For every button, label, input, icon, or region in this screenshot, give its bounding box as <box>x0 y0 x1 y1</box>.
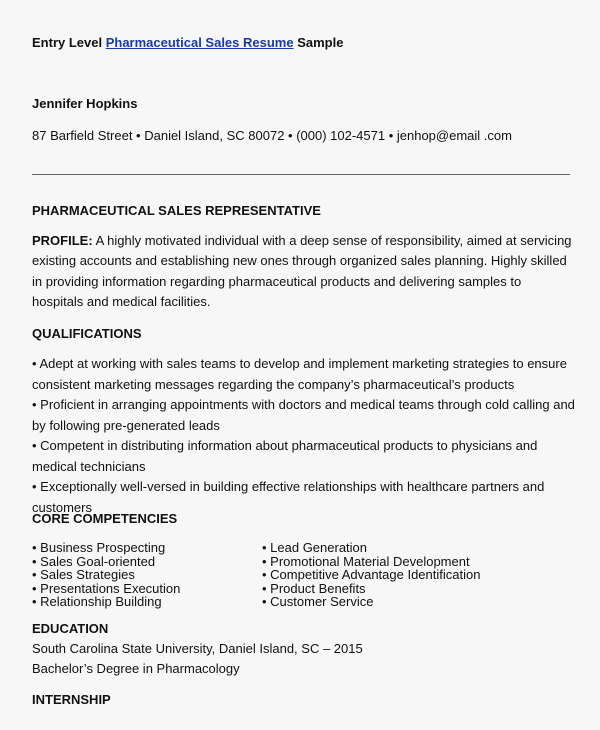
list-item: • Business Prospecting <box>32 540 166 555</box>
candidate-name: Jennifer Hopkins <box>32 96 138 111</box>
education-degree: Bachelor’s Degree in Pharmacology <box>32 661 240 676</box>
qualifications-list <box>32 354 577 518</box>
competencies-right-list <box>262 541 480 609</box>
list-item: • Exceptionally well-versed in building effective relationships with healthcare partners and customers <box>32 479 545 515</box>
title-prefix: Entry Level <box>32 35 106 50</box>
competencies-heading: CORE COMPETENCIES <box>32 511 178 526</box>
list-item: • Sales Goal-oriented <box>32 553 156 569</box>
profile-text: A highly motivated individual with a deep sense of responsibility, aimed at servicing existing accounts and establishing new ones through organized sales planning. Highly skilled in providing information regarding pharmaceutical products and delivering samples to hospitals and medical facilities. <box>32 233 572 309</box>
title-link[interactable]: Pharmaceutical Sales Resume <box>105 35 294 50</box>
list-item: • Customer Service <box>262 594 374 610</box>
contact-line: 87 Barfield Street • Daniel Island, SC 80072 • (000) 102-4571 • jenhop@email .com <box>32 128 512 143</box>
list-item: • Sales Strategies <box>32 567 135 583</box>
list-item: • Lead Generation <box>262 540 368 555</box>
profile-paragraph <box>32 231 572 312</box>
job-title-heading: PHARMACEUTICAL SALES REPRESENTATIVE <box>32 203 321 218</box>
competencies-left-list <box>32 541 180 609</box>
document-title <box>32 35 343 50</box>
list-item: • Product Benefits <box>262 580 366 596</box>
list-item: • Promotional Material Development <box>262 553 470 569</box>
education-school: South Carolina State University, Daniel Island, SC – 2015 <box>32 641 363 656</box>
list-item: • Competent in distributing information about pharmaceutical products to physicians and medical technicians <box>32 438 538 474</box>
list-item: • Competitive Advantage Identification <box>262 567 481 583</box>
list-item: • Presentations Execution <box>32 580 181 596</box>
internship-heading: INTERNSHIP <box>32 692 111 707</box>
list-item: • Relationship Building <box>32 594 162 610</box>
education-heading: EDUCATION <box>32 621 109 636</box>
profile-label: PROFILE: <box>32 233 93 248</box>
list-item: • Proficient in arranging appointments with doctors and medical teams through cold calling and by following pre-generated leads <box>32 397 575 433</box>
title-suffix: Sample <box>293 35 344 50</box>
qualifications-heading: QUALIFICATIONS <box>32 326 142 341</box>
divider <box>32 174 570 175</box>
list-item: • Adept at working with sales teams to develop and implement marketing strategies to ensure consistent marketing messages regarding the company’s pharmaceutical’s products <box>32 356 567 392</box>
